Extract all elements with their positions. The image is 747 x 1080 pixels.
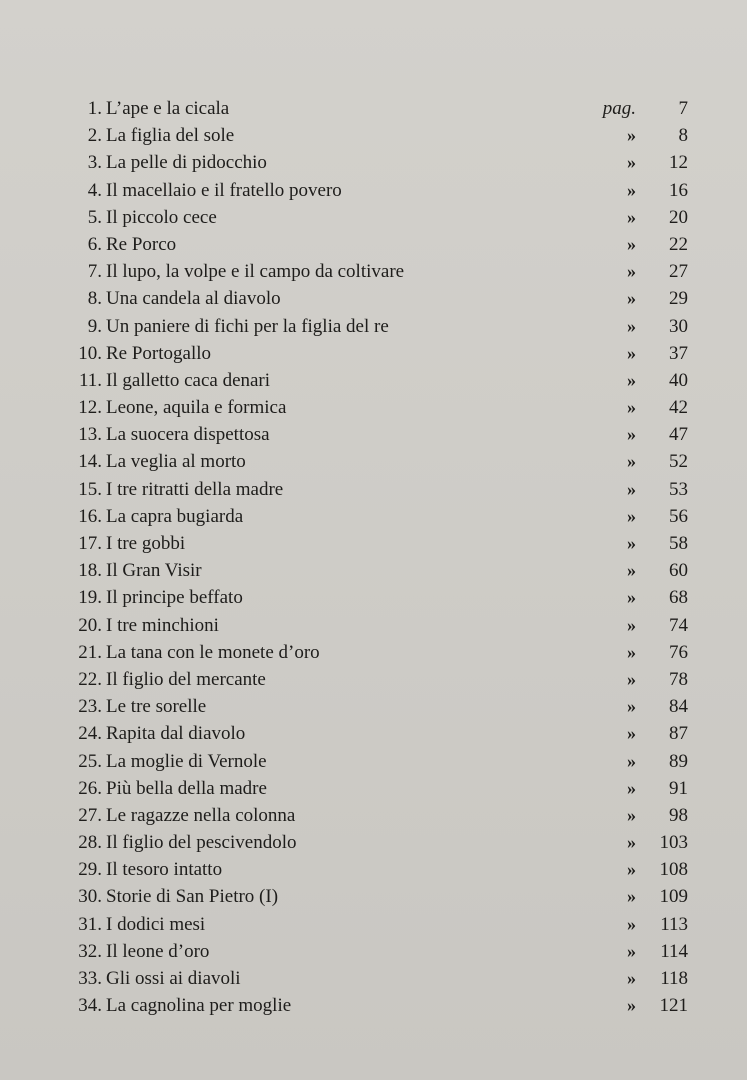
toc-entry-number: 6. bbox=[87, 233, 102, 255]
toc-entry-title: Il principe beffato bbox=[106, 587, 243, 609]
toc-entry-title: Il Gran Visir bbox=[106, 560, 202, 582]
ditto-mark: » bbox=[627, 288, 636, 309]
toc-entry-page: 108 bbox=[659, 859, 688, 881]
toc-entry bbox=[76, 343, 688, 370]
toc-entry-page: 78 bbox=[669, 668, 688, 690]
toc-entry bbox=[76, 479, 688, 506]
toc-entry-number: 16. bbox=[78, 505, 102, 527]
toc-entry-title: Storie di San Pietro (I) bbox=[106, 886, 279, 908]
toc-entry-page: 53 bbox=[669, 478, 688, 500]
ditto-mark: » bbox=[627, 886, 636, 907]
ditto-mark: » bbox=[627, 940, 636, 961]
ditto-mark: » bbox=[627, 397, 636, 418]
ditto-mark: » bbox=[627, 641, 636, 662]
toc-entry-title: Il figlio del pescivendolo bbox=[106, 832, 297, 854]
toc-entry-page: 121 bbox=[659, 995, 688, 1017]
toc-entry bbox=[76, 642, 688, 669]
ditto-mark: » bbox=[627, 832, 636, 853]
toc-entry-title: La cagnolina per moglie bbox=[106, 995, 292, 1017]
toc-entry-number: 11. bbox=[78, 369, 102, 391]
toc-entry-number: 5. bbox=[87, 206, 102, 228]
toc-entry-page: 58 bbox=[669, 533, 688, 554]
toc-entry bbox=[76, 751, 688, 778]
toc-entry bbox=[76, 968, 688, 995]
ditto-mark: » bbox=[627, 315, 636, 336]
toc-entry-title: Rapita dal diavolo bbox=[106, 723, 246, 745]
toc-entry bbox=[76, 207, 688, 234]
toc-entry-number: 20. bbox=[78, 614, 102, 636]
toc-entry-number: 25. bbox=[78, 750, 102, 772]
toc-entry-number: 12. bbox=[78, 397, 102, 419]
toc-entry-title: La suocera dispettosa bbox=[106, 424, 270, 446]
toc-entry bbox=[76, 533, 688, 560]
toc-entry bbox=[76, 316, 688, 343]
toc-entry-title: Le ragazze nella colonna bbox=[106, 804, 296, 826]
toc-entry-title: Le tre sorelle bbox=[106, 696, 207, 718]
toc-entry-number: 9. bbox=[87, 315, 102, 337]
toc-entry bbox=[76, 615, 688, 642]
ditto-mark: » bbox=[627, 668, 636, 689]
ditto-mark: » bbox=[627, 723, 636, 744]
toc-entry bbox=[76, 424, 688, 451]
toc-entry bbox=[76, 125, 688, 152]
toc-entry bbox=[76, 152, 688, 179]
toc-entry-number: 23. bbox=[78, 696, 102, 718]
toc-entry-title: La veglia al morto bbox=[106, 451, 246, 473]
toc-entry-page: 52 bbox=[669, 451, 688, 473]
ditto-mark: » bbox=[627, 968, 636, 988]
toc-entry-number: 29. bbox=[78, 859, 102, 881]
toc-entry-number: 4. bbox=[87, 179, 102, 201]
toc-entry bbox=[76, 669, 688, 696]
page-label: pag. bbox=[602, 98, 636, 119]
toc-entry-page: 47 bbox=[669, 424, 688, 446]
toc-entry-page: 118 bbox=[660, 968, 688, 989]
toc-entry-title: Il figlio del mercante bbox=[106, 668, 266, 690]
toc-entry-title: Un paniere di fichi per la figlia del re bbox=[106, 315, 389, 337]
toc-entry-title: Leone, aquila e formica bbox=[106, 397, 287, 419]
toc-entry-page: 22 bbox=[669, 233, 688, 255]
toc-entry-page: 89 bbox=[669, 750, 688, 772]
toc-entry-title: Re Portogallo bbox=[106, 342, 212, 364]
toc-entry-title: I tre ritratti della madre bbox=[106, 478, 284, 500]
toc-entry-page: 27 bbox=[669, 261, 688, 283]
ditto-mark: » bbox=[627, 342, 636, 363]
ditto-mark: » bbox=[627, 152, 636, 173]
toc-entry bbox=[76, 696, 688, 723]
toc-entry-page: 7 bbox=[678, 98, 688, 119]
toc-entry-page: 37 bbox=[669, 342, 688, 364]
toc-entry bbox=[76, 397, 688, 424]
toc-entry-title: Gli ossi ai diavoli bbox=[106, 968, 241, 989]
ditto-mark: » bbox=[627, 777, 636, 798]
toc-entry-page: 76 bbox=[669, 641, 688, 663]
toc-entry-page: 42 bbox=[669, 397, 688, 419]
toc-entry bbox=[76, 560, 688, 587]
toc-entry-number: 31. bbox=[78, 913, 102, 935]
ditto-mark: » bbox=[627, 125, 636, 146]
toc-entry bbox=[76, 859, 688, 886]
toc-entry-title: L’ape e la cicala bbox=[106, 98, 230, 119]
toc-entry-title: La moglie di Vernole bbox=[106, 750, 267, 772]
toc-entry-number: 17. bbox=[78, 533, 102, 554]
toc-entry-number: 34. bbox=[78, 995, 102, 1017]
toc-entry-page: 109 bbox=[659, 886, 688, 908]
toc-entry-page: 84 bbox=[669, 696, 688, 718]
toc-entry bbox=[76, 288, 688, 315]
toc-entry-title: Il galletto caca denari bbox=[106, 369, 271, 391]
toc-entry-title: Il tesoro intatto bbox=[106, 859, 223, 881]
toc-entry bbox=[76, 723, 688, 750]
toc-entry-title: Il macellaio e il fratello povero bbox=[106, 179, 342, 201]
toc-entry-title: Il lupo, la volpe e il campo da coltivare bbox=[106, 261, 405, 283]
ditto-mark: » bbox=[627, 478, 636, 499]
ditto-mark: » bbox=[627, 206, 636, 227]
toc-entry-number: 14. bbox=[78, 451, 102, 473]
toc-entry-number: 24. bbox=[78, 723, 102, 745]
ditto-mark: » bbox=[627, 451, 636, 472]
ditto-mark: » bbox=[627, 505, 636, 526]
toc-entry-page: 74 bbox=[669, 614, 688, 636]
toc-entry-page: 114 bbox=[660, 940, 688, 962]
toc-entry-number: 32. bbox=[78, 940, 102, 962]
toc-entry-number: 30. bbox=[78, 886, 102, 908]
toc-entry-number: 22. bbox=[78, 668, 102, 690]
toc-entry-page: 87 bbox=[669, 723, 688, 745]
toc-entry-number: 33. bbox=[78, 968, 102, 989]
ditto-mark: » bbox=[627, 369, 636, 390]
toc-entry-title: Il leone d’oro bbox=[106, 940, 210, 962]
toc-entry bbox=[76, 98, 688, 125]
toc-entry bbox=[76, 261, 688, 288]
ditto-mark: » bbox=[627, 696, 636, 717]
toc-entry-page: 60 bbox=[669, 560, 688, 582]
toc-entry-page: 20 bbox=[669, 206, 688, 228]
toc-entry bbox=[76, 180, 688, 207]
toc-entry-title: La pelle di pidocchio bbox=[106, 152, 267, 174]
table-of-contents bbox=[76, 98, 688, 1022]
toc-entry-number: 18. bbox=[78, 560, 102, 582]
toc-entry-number: 27. bbox=[78, 804, 102, 826]
toc-entry-page: 98 bbox=[669, 804, 688, 826]
toc-entry-number: 2. bbox=[87, 125, 102, 147]
toc-entry bbox=[76, 370, 688, 397]
toc-entry bbox=[76, 832, 688, 859]
toc-entry-title: Più bella della madre bbox=[106, 777, 267, 799]
ditto-mark: » bbox=[627, 587, 636, 608]
toc-entry-title: La tana con le monete d’oro bbox=[106, 641, 320, 663]
toc-entry bbox=[76, 914, 688, 941]
ditto-mark: » bbox=[627, 261, 636, 282]
toc-entry-title: I tre gobbi bbox=[106, 533, 186, 554]
toc-entry bbox=[76, 941, 688, 968]
toc-entry bbox=[76, 234, 688, 261]
toc-entry-title: I tre minchioni bbox=[106, 614, 219, 636]
toc-entry-title: La capra bugiarda bbox=[106, 505, 244, 527]
toc-entry bbox=[76, 886, 688, 913]
toc-entry-page: 68 bbox=[669, 587, 688, 609]
toc-entry-number: 26. bbox=[78, 777, 102, 799]
toc-entry-number: 8. bbox=[87, 288, 102, 310]
ditto-mark: » bbox=[627, 750, 636, 771]
toc-entry-page: 16 bbox=[669, 179, 688, 201]
ditto-mark: » bbox=[627, 995, 636, 1016]
toc-entry-page: 12 bbox=[669, 152, 688, 174]
toc-entry-number: 7. bbox=[87, 261, 102, 283]
toc-entry-number: 15. bbox=[78, 478, 102, 500]
toc-entry-page: 56 bbox=[669, 505, 688, 527]
toc-entry-page: 8 bbox=[678, 125, 688, 147]
toc-entry-page: 103 bbox=[659, 832, 688, 854]
toc-entry-number: 3. bbox=[87, 152, 102, 174]
toc-entry-title: La figlia del sole bbox=[106, 125, 235, 147]
toc-entry-title: I dodici mesi bbox=[106, 913, 206, 935]
ditto-mark: » bbox=[627, 804, 636, 825]
ditto-mark: » bbox=[627, 560, 636, 581]
toc-entry bbox=[76, 587, 688, 614]
toc-entry-page: 30 bbox=[669, 315, 688, 337]
toc-entry-number: 10. bbox=[78, 342, 102, 364]
toc-entry-page: 29 bbox=[669, 288, 688, 310]
toc-entry-number: 21. bbox=[78, 641, 102, 663]
ditto-mark: » bbox=[627, 614, 636, 635]
toc-entry-title: Una candela al diavolo bbox=[106, 288, 281, 310]
toc-entry-title: Il piccolo cece bbox=[106, 206, 217, 228]
toc-entry-page: 40 bbox=[669, 369, 688, 391]
toc-entry bbox=[76, 778, 688, 805]
ditto-mark: » bbox=[627, 913, 636, 934]
ditto-mark: » bbox=[627, 233, 636, 254]
toc-entry bbox=[76, 995, 688, 1022]
ditto-mark: » bbox=[627, 179, 636, 200]
toc-entry bbox=[76, 451, 688, 478]
toc-entry-number: 1. bbox=[87, 98, 102, 119]
toc-entry-page: 113 bbox=[660, 913, 688, 935]
toc-entry-page: 91 bbox=[669, 777, 688, 799]
toc-entry-number: 28. bbox=[78, 832, 102, 854]
toc-entry-title: Re Porco bbox=[106, 233, 177, 255]
toc-entry bbox=[76, 506, 688, 533]
toc-entry-number: 13. bbox=[78, 424, 102, 446]
ditto-mark: » bbox=[627, 533, 636, 553]
ditto-mark: » bbox=[627, 424, 636, 445]
toc-entry bbox=[76, 805, 688, 832]
ditto-mark: » bbox=[627, 859, 636, 880]
toc-entry-number: 19. bbox=[78, 587, 102, 609]
